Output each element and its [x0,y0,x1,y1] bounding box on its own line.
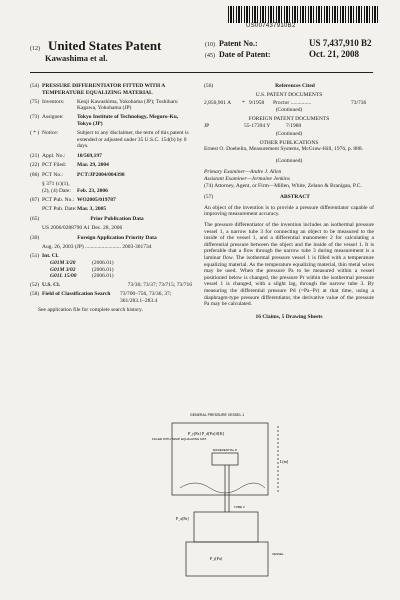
search-field-value: 73/700–756, 73/36, 37; 361/283.1–283.4 [120,291,172,304]
field-code: ( * ) [30,130,40,137]
int-cl-class: G01M 3/02 [50,266,76,273]
int-cl-class: G01L 15/00 [50,273,77,280]
barcode-number: US007437910B2 [246,23,296,29]
field-code: (30) [30,234,40,241]
prior-pub-value: US 2006/0288790 A1 Dec. 28, 2006 [42,225,123,232]
pct-pub-date-value: Mar. 3, 2005 [77,206,107,213]
right-column [204,83,374,320]
continued-1: (Continued) [275,107,303,114]
fig-bottom-label: VESSEL [272,552,284,556]
ref-class: 73/736 [351,99,367,106]
us-cl-value: 73/36; 73/37; 73/715; 73/716 [127,282,192,289]
int-cl-year: (2006.01) [92,266,114,273]
ref-date: 7/1980 [286,123,302,130]
inventor-line: Kawashima et al. [45,53,108,63]
field-22 [30,162,192,169]
patent-no-label: Patent No.: [219,39,258,48]
int-cl-year: (2006.01) [92,273,114,280]
other-pub-title: OTHER PUBLICATIONS [259,139,319,146]
patent-number: US 7,437,910 B2 [309,38,372,48]
fig-inner-label: DIFFERENTIAL P. [213,448,238,452]
assignee-value: Tokyo Institute of Technology, Meguro-Ku, Tokyo (JP) [77,114,179,127]
int-cl-class: G01M 3/20 [50,259,76,266]
foreign-priority-value: Aug. 26, 2003 (JP) .......................... 2003-301734 [42,243,152,250]
field-65 [30,216,192,223]
field-371 [30,181,192,188]
attorney: (74) Attorney, Agent, or Firm—Millen, White, Zelano & Branigan, P.C. [204,182,362,189]
ref-country: JP [204,123,210,130]
us-reference [204,100,374,107]
field-86 [30,172,192,179]
int-cl-year: (2006.01) [92,259,114,266]
field-label: Field of Classification Search [42,291,111,298]
other-publication: Ernest O. Doebelin, Measurement Systems, McGraw-Hill, 1976, p. 888. [204,146,364,153]
int-cl-row [30,260,192,267]
field-52 [30,282,192,289]
invention-title: PRESSURE DIFFERENTIATOR FITTED WITH A TEMPERATURE EQUALIZING MATERIAL [42,83,165,96]
field-code: (54) [30,83,40,89]
notice-value: Subject to any disclaimer, the term of this patent is extended or adjusted under 35 U.S.C. 154(b) by 0 days. [77,130,189,150]
field-73 [30,114,192,127]
field-label: PCT Filed: [42,162,67,169]
field-code: (22) [30,162,40,169]
field-label: § 371 (c)(1), [42,181,70,188]
fig-tube-label: TUBE 3 [234,505,245,509]
fig-length-label: L[m] [280,459,289,464]
field-label: PCT Pub. Date: [42,206,77,213]
field-87-date [30,206,192,213]
field-30 [30,235,192,242]
patent-date: Oct. 21, 2008 [309,49,359,59]
field-code: (56) [204,83,214,89]
measured-vessel [186,542,268,576]
patent-title: United States Patent [48,38,162,53]
field-code: (51) [30,253,40,260]
field-code: (58) [30,291,40,298]
pct-no-value: PCT/JP2004/004398 [77,172,125,179]
foreign-reference [204,123,374,130]
code-12: (12) [30,46,40,52]
field-label: U.S. Cl. [42,282,61,289]
field-code: (86) [30,172,40,179]
field-54 [30,83,192,96]
field-label: Notice: [42,130,59,137]
field-code: (57) [204,194,214,201]
manometer-box [212,453,238,465]
field-371-date [30,188,192,195]
field-code: (87) [30,197,40,204]
fig-pa-label: P_a[Pa] [176,516,189,521]
field-label: PCT No.: [42,172,63,179]
drawing-figure [150,408,310,583]
field-notice [30,130,192,150]
field-label: Assignee: [42,114,64,121]
see-application-text: See application file for complete search history. [38,307,143,314]
ref-star: * [242,99,245,106]
field-21 [30,153,192,160]
code-45: (45) [205,53,215,59]
appl-no-value: 10/569,197 [77,152,102,159]
code-10: (10) [205,42,215,48]
fig-pr-label: P_r[Pa] P_d[Pa] θ[K] [188,431,225,436]
pct-filed-value: Mar. 29, 2004 [77,162,109,169]
pct-pub-no-value: WO2005/019787 [77,197,116,204]
field-label: Appl. No.: [42,152,66,159]
inventors-value: Kenji Kawashima, Yokohama (JP); Toshiharu Kagawa, Yokohama (JP) [77,98,178,112]
fig-top-label: GENERAL PRESSURE VESSEL 1 [190,413,245,417]
ref-name: Proctor ............... [273,99,312,106]
foreign-priority-row [30,244,192,251]
barcode [228,6,378,23]
field-code: (75) [30,98,40,105]
continued-3: (Continued) [275,157,303,164]
field-58 [30,291,192,304]
equalizing-material [180,483,265,493]
field-code: (73) [30,114,40,121]
prior-pub-row [30,225,192,232]
date-371-value: Feb. 23, 2006 [77,187,108,194]
abstract-paragraph-2: The pressure differentiator of the invention includes an isothermal pressure vessel 1, a narrow tube 3 for connecting an object to be measured to the inside of the vessel 1, and a differential manometer 2 for calculating a differential pressure between the object and the inside of the vessel 1. It is preferable that a flow through the narrow tube 3 during measurement is a laminar flow. The isothermal pressure vessel 1 is filled with a temperature equalizing material. As the temperature equalizing material, thin metal wires may be used. When the pressure Pa to be measured within a vessel positioned below is changed, the pressure Pr within the isothermal pressure vessel 1 is changed, with a slight lag, through the narrow tube 3. By measuring the differential pressure Pd (=Pa−Pr) at that time, using a diaphragm-type pressure differentiator, the derivative value of the pressure Pa may be calculated. [204,222,374,308]
date-label: Date of Patent: [219,50,271,59]
see-application [30,307,192,314]
foreign-priority-title: Foreign Application Priority Data [77,234,157,241]
left-column [30,83,192,316]
abstract-title: ABSTRACT [280,194,310,201]
assistant-examiner: Assistant Examiner—Jermaine Jenkins [204,176,290,183]
header-rule [30,72,373,73]
patent-header-left [30,37,162,63]
field-label: PCT Pub. No.: [42,197,75,204]
field-56 [204,83,374,90]
prior-pub-title: Prior Publication Data [90,216,144,222]
field-87 [30,197,192,204]
fig-side-label: FILLED WITH TEMP. EQUALIZING MAT. [152,437,207,441]
ref-number: 2,850,901 A [204,99,232,106]
primary-examiner: Primary Examiner—Andre J. Allen [204,169,282,176]
field-51 [30,253,192,260]
field-code: (65) [30,216,40,222]
field-label: Inventors: [42,98,65,105]
field-code: (21) [30,152,40,159]
field-label: Int. Cl. [42,253,59,260]
int-cl-row [30,273,192,280]
lower-connector [194,512,258,542]
foreign-docs-title: FOREIGN PATENT DOCUMENTS [248,115,330,122]
ref-number: 55-17394 Y [244,123,271,130]
us-docs-title: U.S. PATENT DOCUMENTS [255,92,323,99]
field-label: (2), (4) Date: [42,187,71,194]
claims-summary: 16 Claims, 5 Drawing Sheets [255,313,323,320]
references-title: References Cited [275,83,315,89]
field-57 [204,194,374,201]
abstract-paragraph-1: An object of the invention is to provide a pressure differentiator capable of improving measurement accuracy. [204,204,374,218]
continued-2: (Continued) [275,131,303,138]
figure-svg [150,408,310,583]
ref-date: 9/1958 [249,99,265,106]
field-code: (52) [30,282,40,289]
fig-pt-label: P_t[Pa] [210,556,222,561]
patent-header-right [205,38,372,60]
field-75 [30,99,192,112]
